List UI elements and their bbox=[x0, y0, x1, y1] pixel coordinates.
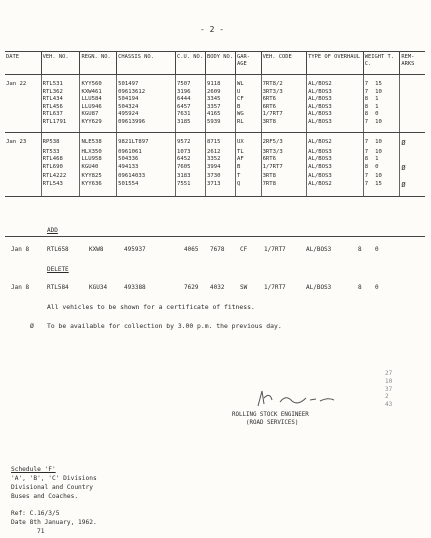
footer-code: 71 bbox=[37, 527, 45, 535]
weight-cwt: 1 bbox=[375, 103, 379, 110]
weight-cell bbox=[363, 119, 400, 133]
overhaul-cell: AL/BOS3 bbox=[307, 149, 364, 157]
margin-note: 2 bbox=[385, 393, 389, 401]
remarks-cell: Ø bbox=[400, 133, 425, 149]
chassis-cell: 0961061 bbox=[117, 149, 176, 157]
wt-cell: 8 bbox=[358, 284, 362, 291]
overhaul-cell: AL/BOS3 bbox=[307, 173, 364, 181]
note-symbol: Ø bbox=[30, 322, 34, 330]
cu-cell: 4065 bbox=[184, 246, 199, 253]
garage-cell: Q bbox=[236, 181, 262, 197]
garage-cell: WG bbox=[236, 111, 262, 119]
regn-cell: LLU584 bbox=[80, 96, 117, 104]
cu-cell: 1073 bbox=[176, 149, 206, 157]
column-header: REGN. NO. bbox=[80, 52, 117, 75]
overhaul-cell: AL/BOS3 bbox=[307, 96, 364, 104]
wc-cell: 0 bbox=[375, 284, 379, 291]
veh-cell: RTL584 bbox=[47, 284, 69, 291]
garage-cell: RL bbox=[236, 119, 262, 133]
code-cell: 3RT8 bbox=[261, 173, 307, 181]
signer-dept: (ROAD SERVICES) bbox=[246, 420, 299, 427]
overhaul-cell: AL/BOS2 bbox=[307, 133, 364, 149]
table-row bbox=[5, 75, 425, 89]
veh-cell: RTL362 bbox=[41, 89, 80, 97]
chassis-cell: 09613612 bbox=[117, 89, 176, 97]
body-cell: 4165 bbox=[206, 111, 236, 119]
cu-cell: 7629 bbox=[184, 284, 199, 291]
chassis-cell: 504336 bbox=[117, 156, 176, 164]
weight-cwt: 10 bbox=[375, 139, 382, 146]
wt-cell: 8 bbox=[358, 246, 362, 253]
garage-cell: CF bbox=[236, 96, 262, 104]
table-row bbox=[5, 181, 425, 197]
weight-tons: 8 bbox=[364, 96, 369, 103]
weight-tons: 8 bbox=[364, 103, 369, 110]
remarks-cell bbox=[400, 96, 425, 104]
cu-cell: 3185 bbox=[176, 119, 206, 133]
date-cell bbox=[5, 173, 41, 181]
veh-cell: RP538 bbox=[41, 133, 80, 149]
weight-tons: 7 bbox=[364, 118, 369, 125]
add-heading: ADD bbox=[47, 227, 58, 234]
page-number: - 2 - bbox=[200, 25, 225, 34]
remarks-cell bbox=[400, 156, 425, 164]
date-cell bbox=[5, 104, 41, 112]
overhaul-cell: AL/BOS2 bbox=[307, 181, 364, 197]
column-header: DATE bbox=[5, 52, 41, 75]
delete-heading: DELETE bbox=[47, 266, 69, 273]
body-cell: 3352 bbox=[206, 156, 236, 164]
overhaul-cell: AL/BOS3 bbox=[307, 104, 364, 112]
weight-cwt: 1 bbox=[375, 96, 379, 103]
footer-line3: Divisional and Country bbox=[11, 483, 93, 491]
overhaul-cell: AL/BOS3 bbox=[307, 89, 364, 97]
date-cell: Jan 22 bbox=[6, 81, 27, 87]
code-cell: 1/7RT7 bbox=[264, 284, 286, 291]
date-cell: Jan 8 bbox=[11, 246, 30, 253]
date-cell: Jan 23 bbox=[6, 139, 27, 146]
weight-tons: 7 bbox=[364, 173, 369, 180]
code-cell: 6RT6 bbox=[261, 96, 307, 104]
wc-cell: 0 bbox=[375, 246, 379, 253]
body-cell: 2609 bbox=[206, 89, 236, 97]
cu-cell: 3196 bbox=[176, 89, 206, 97]
weight-cwt: 10 bbox=[375, 118, 382, 125]
cu-cell: 6457 bbox=[176, 104, 206, 112]
table-row bbox=[5, 156, 425, 164]
regn-cell: KYY560 bbox=[80, 75, 117, 89]
body-cell: 3730 bbox=[206, 173, 236, 181]
remarks-cell bbox=[400, 149, 425, 157]
veh-cell: RTL543 bbox=[41, 181, 80, 197]
garage-cell: TL bbox=[236, 149, 262, 157]
weight-cwt: 10 bbox=[375, 173, 382, 180]
code-cell: 7RT8 bbox=[261, 181, 307, 197]
regn-cell: KYY629 bbox=[80, 119, 117, 133]
remarks-cell bbox=[400, 75, 425, 89]
chassis-cell: 09613996 bbox=[117, 119, 176, 133]
regn-cell: KYY825 bbox=[80, 173, 117, 181]
regn-cell: HLX350 bbox=[80, 149, 117, 157]
weight-tons: 7 bbox=[364, 139, 369, 146]
garage-cell: WL bbox=[236, 75, 262, 89]
veh-cell: RT533 bbox=[41, 149, 80, 157]
remarks-cell: Ø bbox=[400, 164, 425, 173]
cu-cell: 7507 bbox=[176, 75, 206, 89]
veh-cell: RTL658 bbox=[47, 246, 69, 253]
body-cell: 4032 bbox=[210, 284, 225, 291]
body-cell: 2612 bbox=[206, 149, 236, 157]
veh-cell: RTL4222 bbox=[41, 173, 80, 181]
weight-cwt: 1 bbox=[375, 156, 379, 163]
weight-cwt: 15 bbox=[375, 81, 382, 87]
footer-ref: Ref: C.16/3/5 bbox=[11, 509, 60, 517]
date-cell bbox=[5, 111, 41, 119]
weight-tons: 7 bbox=[364, 180, 369, 187]
veh-cell: RTL637 bbox=[41, 111, 80, 119]
margin-note: 37 bbox=[385, 385, 393, 393]
code-cell: 2RF5/3 bbox=[261, 133, 307, 149]
remarks-cell bbox=[400, 104, 425, 112]
code-cell: 1/7RT7 bbox=[261, 111, 307, 119]
signer-title: ROLLING STOCK ENGINEER bbox=[232, 412, 309, 418]
column-header: VEH. NO. bbox=[41, 52, 80, 75]
footer-block bbox=[11, 466, 97, 537]
weight-cell bbox=[363, 149, 400, 157]
remarks-cell: Ø bbox=[400, 181, 425, 197]
garage-cell: U bbox=[236, 89, 262, 97]
overhaul-cell: AL/BOS3 bbox=[307, 111, 364, 119]
column-header: REM- ARKS bbox=[400, 52, 425, 75]
garage-cell: B bbox=[236, 104, 262, 112]
margin-pencil-notes bbox=[385, 370, 392, 409]
chassis-cell: 09614033 bbox=[117, 173, 176, 181]
table-header-row bbox=[5, 52, 425, 75]
weight-cell bbox=[363, 104, 400, 112]
veh-cell: RTL531 bbox=[41, 75, 80, 89]
chassis-cell: 495924 bbox=[117, 111, 176, 119]
note-certificate: All vehicles to be shown for a certificate of fitness. bbox=[47, 303, 255, 311]
margin-note: 10 bbox=[385, 377, 393, 385]
veh-cell: RTL1791 bbox=[41, 119, 80, 133]
column-header: C.U. NO. bbox=[176, 52, 206, 75]
chassis-cell: 504194 bbox=[117, 96, 176, 104]
margin-note: 43 bbox=[385, 401, 393, 409]
cu-cell: 7631 bbox=[176, 111, 206, 119]
table-row bbox=[5, 173, 425, 181]
regn-cell: KXW8 bbox=[89, 246, 104, 253]
date-cell bbox=[5, 96, 41, 104]
garage-cell: CF bbox=[240, 246, 248, 253]
date-cell bbox=[5, 181, 41, 197]
body-cell: 3994 bbox=[206, 164, 236, 173]
overhaul-cell: AL/BOS3 bbox=[306, 284, 332, 291]
code-cell: 7RT8/2 bbox=[261, 75, 307, 89]
code-cell: 6RT6 bbox=[261, 104, 307, 112]
table-row bbox=[5, 104, 425, 112]
body-cell: 5939 bbox=[206, 119, 236, 133]
note-collection: To be available for collection by 3.00 p.m. the previous day. bbox=[47, 322, 282, 330]
garage-cell: T bbox=[236, 173, 262, 181]
date-cell bbox=[5, 89, 41, 97]
date-cell bbox=[5, 149, 41, 157]
body-cell: 7678 bbox=[210, 246, 225, 253]
regn-cell: KGU40 bbox=[80, 164, 117, 173]
remarks-cell bbox=[400, 111, 425, 119]
code-cell: 3RT8 bbox=[261, 119, 307, 133]
weight-cell bbox=[363, 181, 400, 197]
overhaul-cell: AL/BOS3 bbox=[307, 156, 364, 164]
remarks-cell bbox=[400, 119, 425, 133]
weight-cwt: 0 bbox=[375, 163, 379, 170]
garage-cell: B bbox=[236, 164, 262, 173]
footer-schedule: Schedule 'F' bbox=[11, 466, 56, 473]
date-cell bbox=[5, 164, 41, 173]
weight-tons: 8 bbox=[364, 111, 369, 118]
code-cell: 3RT3/3 bbox=[261, 89, 307, 97]
regn-cell: KXW461 bbox=[80, 89, 117, 97]
column-header: BODY NO. bbox=[206, 52, 236, 75]
column-header: WEIGHT T. C. bbox=[363, 52, 400, 75]
code-cell: 3RT3/3 bbox=[261, 149, 307, 157]
overhaul-cell: AL/BOS3 bbox=[306, 246, 332, 253]
weight-cell bbox=[363, 164, 400, 173]
weight-cwt: 10 bbox=[375, 148, 382, 155]
weight-tons: 8 bbox=[364, 156, 369, 163]
date-cell: Jan 8 bbox=[11, 284, 30, 291]
chassis-cell: 501554 bbox=[117, 181, 176, 197]
date-cell bbox=[5, 156, 41, 164]
veh-cell: RTL690 bbox=[41, 164, 80, 173]
column-header: CHASSIS NO. bbox=[117, 52, 176, 75]
body-cell: 8715 bbox=[206, 133, 236, 149]
regn-cell: KGU34 bbox=[89, 284, 108, 291]
column-header: TYPE OF OVERHAUL bbox=[307, 52, 364, 75]
regn-cell: KGU87 bbox=[80, 111, 117, 119]
add-divider bbox=[5, 236, 425, 237]
table-row bbox=[5, 149, 425, 157]
footer-date: Date 8th January, 1962. bbox=[11, 518, 97, 526]
remarks-cell bbox=[400, 89, 425, 97]
body-cell: 3357 bbox=[206, 104, 236, 112]
garage-cell: SW bbox=[240, 284, 248, 291]
cu-cell: 7605 bbox=[176, 164, 206, 173]
weight-tons: 7 bbox=[364, 81, 369, 87]
column-header: GAR- AGE bbox=[236, 52, 262, 75]
chassis-cell: 501497 bbox=[117, 75, 176, 89]
veh-cell: RTL456 bbox=[41, 104, 80, 112]
overhaul-cell: AL/BOS3 bbox=[307, 164, 364, 173]
regn-cell: KYY636 bbox=[80, 181, 117, 197]
cu-cell: 7551 bbox=[176, 181, 206, 197]
regn-cell: NLE538 bbox=[80, 133, 117, 149]
code-cell: 1/7RT7 bbox=[264, 246, 286, 253]
weight-cell bbox=[363, 75, 400, 89]
regn-cell: LLU946 bbox=[80, 104, 117, 112]
footer-divisions: 'A', 'B', 'C' Divisions bbox=[11, 474, 97, 482]
weight-cell bbox=[363, 173, 400, 181]
footer-line4: Buses and Coaches. bbox=[11, 492, 79, 500]
vehicle-schedule-table bbox=[5, 51, 425, 197]
table-row bbox=[5, 89, 425, 97]
body-cell: 3713 bbox=[206, 181, 236, 197]
overhaul-cell: AL/BOS2 bbox=[307, 75, 364, 89]
weight-tons: 8 bbox=[364, 163, 369, 170]
weight-cell bbox=[363, 89, 400, 97]
weight-cwt: 0 bbox=[375, 111, 379, 118]
body-cell: 3345 bbox=[206, 96, 236, 104]
weight-cell bbox=[363, 111, 400, 119]
weight-cell bbox=[363, 133, 400, 149]
weight-tons: 7 bbox=[364, 148, 369, 155]
veh-cell: RTL434 bbox=[41, 96, 80, 104]
veh-cell: RTL468 bbox=[41, 156, 80, 164]
chassis-cell: 494133 bbox=[117, 164, 176, 173]
weight-cell bbox=[363, 156, 400, 164]
weight-cwt: 15 bbox=[375, 180, 382, 187]
regn-cell: LLU958 bbox=[80, 156, 117, 164]
table-row bbox=[5, 133, 425, 149]
date-cell bbox=[5, 119, 41, 133]
body-cell: 9118 bbox=[206, 75, 236, 89]
code-cell: 1/7RT7 bbox=[261, 164, 307, 173]
weight-cwt: 10 bbox=[375, 88, 382, 95]
overhaul-cell: AL/BOS3 bbox=[307, 119, 364, 133]
signer-block bbox=[232, 411, 309, 428]
chassis-cell: 504324 bbox=[117, 104, 176, 112]
garage-cell: AF bbox=[236, 156, 262, 164]
garage-cell: UX bbox=[236, 133, 262, 149]
cu-cell: 3183 bbox=[176, 173, 206, 181]
remarks-cell bbox=[400, 173, 425, 181]
table-row bbox=[5, 164, 425, 173]
chassis-cell: 493388 bbox=[124, 284, 146, 291]
weight-cell bbox=[363, 96, 400, 104]
weight-tons: 7 bbox=[364, 88, 369, 95]
code-cell: 6RT6 bbox=[261, 156, 307, 164]
table-row bbox=[5, 96, 425, 104]
margin-note: 27 bbox=[385, 370, 393, 377]
table-row bbox=[5, 119, 425, 133]
cu-cell: 6444 bbox=[176, 96, 206, 104]
cu-cell: 6452 bbox=[176, 156, 206, 164]
table-row bbox=[5, 111, 425, 119]
cu-cell: 9572 bbox=[176, 133, 206, 149]
column-header: VEH. CODE bbox=[261, 52, 307, 75]
chassis-cell: 9821LT897 bbox=[117, 133, 176, 149]
chassis-cell: 495937 bbox=[124, 246, 146, 253]
